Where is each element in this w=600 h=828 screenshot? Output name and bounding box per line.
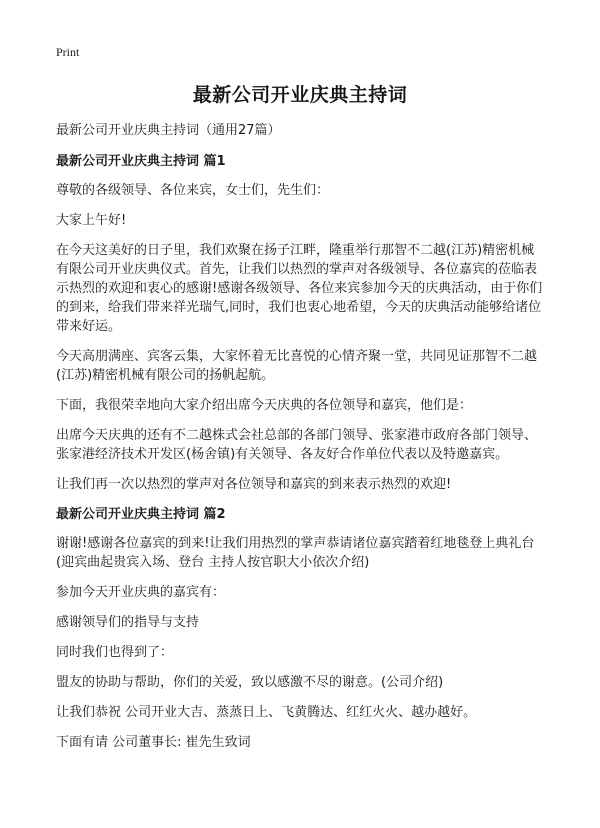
section-heading: 最新公司开业庆典主持词 篇1 xyxy=(56,154,226,169)
paragraph: 谢谢!感谢各位嘉宾的到来!让我们用热烈的掌声恭请诸位嘉宾踏着红地毯登上典礼台(迎宾曲起贵宾入场、登台 主持人按官职大小依次介绍) xyxy=(56,536,535,570)
section-2 xyxy=(56,505,546,752)
print-link[interactable]: Print xyxy=(56,45,80,59)
paragraph: 让我们再一次以热烈的掌声对各位领导和嘉宾的到来表示热烈的欢迎! xyxy=(56,477,452,492)
paragraph: 让我们恭祝 公司开业大吉、蒸蒸日上、飞黄腾达、红红火火、越办越好。 xyxy=(56,705,477,720)
paragraph: 出席今天庆典的还有不二越株式会社总部的各部门领导、张家港市政府各部门领导、张家港经济技术开发区(杨舍镇)有关领导、各友好合作单位代表以及特邀嘉宾。 xyxy=(56,428,538,462)
paragraph: 下面，我很荣幸地向大家介绍出席今天庆典的各位领导和嘉宾，他们是： xyxy=(56,398,473,413)
document-subtitle: 最新公司开业庆典主持词（通用27篇） xyxy=(56,123,281,138)
section-1 xyxy=(56,152,546,494)
paragraph: 盟友的协助与帮助，你们的关爱，致以感激不尽的谢意。(公司介绍) xyxy=(56,675,444,690)
paragraph: 今天高朋满座、宾客云集，大家怀着无比喜悦的心情齐聚一堂，共同见证那智不二越(江苏)精密机械有限公司的扬帆起航。 xyxy=(56,349,538,383)
paragraph: 大家上午好! xyxy=(56,213,127,228)
paragraph: 下面有请 公司董事长: 崔先生致词 xyxy=(56,735,251,750)
document-body xyxy=(56,121,546,763)
page-title: 最新公司开业庆典主持词 xyxy=(192,84,408,106)
section-heading: 最新公司开业庆典主持词 篇2 xyxy=(56,507,226,522)
paragraph: 参加今天开业庆典的嘉宾有： xyxy=(56,585,226,600)
paragraph: 在今天这美好的日子里，我们欢聚在扬子江畔，隆重举行那智不二越(江苏)精密机械有限公司开业庆典仪式。首先，让我们以热烈的掌声对各级领导、各位嘉宾的莅临表示热烈的欢迎和衷心的感谢!感谢各级领导、各位来宾参加今天的庆典活动，由于你们的到来，给我们带来祥光瑞气,同时，我们也衷心地希望，今天的庆典活动能够给诸位带来好运。 xyxy=(56,243,543,334)
paragraph: 尊敬的各级领导、各位来宾，女士们，先生们： xyxy=(56,183,330,198)
paragraph: 感谢领导们的指导与支持 xyxy=(56,615,200,630)
paragraph: 同时我们也得到了： xyxy=(56,645,174,660)
